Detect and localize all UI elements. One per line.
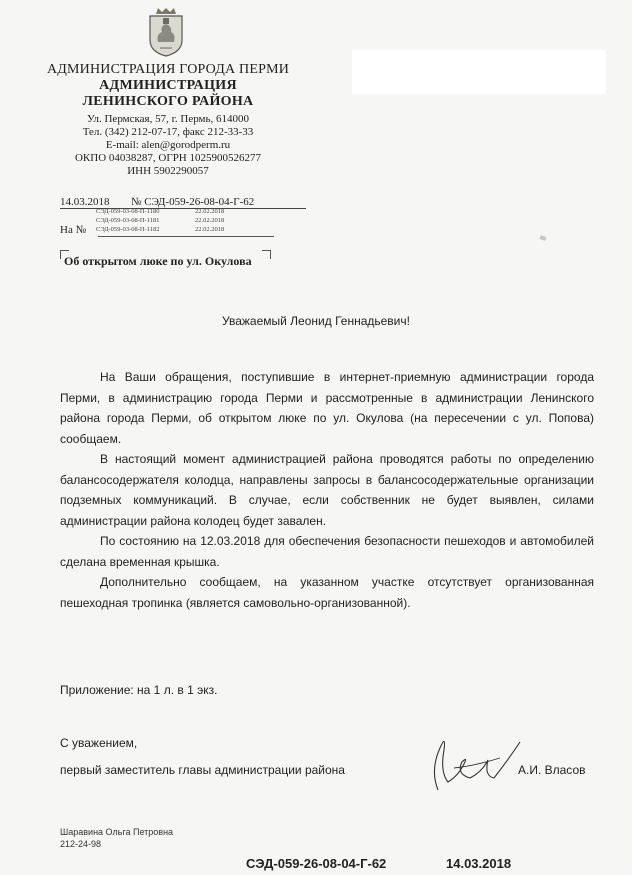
body-paragraph: В настоящий момент администрацией района проводятся работы по определению балансосодержателя колодца, направлены запросы в балансосодержательные организации подземных коммуникаций. В случае, если собственник не будет выявлен, силами администрации района колодец будет завален. [60,452,594,528]
body-paragraph: Дополнительно сообщаем, на указанном участке отсутствует организованная пешеходная тропинка (является самовольно-организованной). [60,575,594,610]
reference-row [60,217,300,226]
reference-row [60,226,300,235]
reference-date: 22.02.2018 [195,208,225,215]
closing-regards: С уважением, [60,736,138,750]
coat-of-arms-icon [146,6,186,58]
signature-image [424,720,534,800]
registration-date: 14.03.2018 [60,196,110,208]
footer-registration-date: 14.03.2018 [446,856,512,871]
org-phone: Тел. (342) 212-07-17, факс 212-33-33 [82,126,254,138]
footer-registration-number: СЭД-059-26-08-04-Г-62 [246,856,387,871]
reference-row [60,208,300,217]
greeting: Уважаемый Леонид Геннадьевич! [222,314,410,328]
signer-name: А.И. Власов [518,763,586,777]
signer-position: первый заместитель главы администрации района [60,763,345,777]
org-name-city: АДМИНИСТРАЦИЯ ГОРОДА ПЕРМИ [46,62,290,77]
org-name-line2: АДМИНИСТРАЦИЯ [99,78,237,93]
scan-speck [539,235,546,241]
org-email: E-mail: alen@gorodperm.ru [105,139,231,151]
reference-date: 22.02.2018 [195,226,225,233]
in-reply-to-underline [98,236,274,237]
body-paragraph: По состоянию на 12.03.2018 для обеспечения безопасности пешеходов и автомобилей сделана временная крышка. [60,534,594,569]
redacted-recipient-block [352,50,606,94]
executor-name: Шаравина Ольга Петровна [60,827,174,837]
letter-body [60,367,594,613]
org-inn: ИНН 5902290057 [127,165,209,177]
registration-number: № СЭД-059-26-08-04-Г-62 [131,196,255,208]
reference-number: СЭД-059-03-08-П-1181 [96,217,160,224]
letter-subject: Об открытом люке по ул. Окулова [64,254,252,268]
executor-info [60,826,173,850]
body-paragraph: На Ваши обращения, поступившие в интернет-приемную администрации города Перми, в администрацию города Перми и рассмотренные в администрации Ленинского района города Перми, об открытом люке по ул. Окулова (на пересечении с ул. Попова) сообщаем. [60,370,594,446]
reference-number: СЭД-059-03-08-П-1182 [96,226,160,233]
reference-number: СЭД-059-03-08-П-1180 [96,208,160,215]
org-okpo: ОКПО 04038287, ОГРН 1025900526277 [74,152,262,164]
reference-list [60,208,300,235]
org-name-district: ЛЕНИНСКОГО РАЙОНА [82,94,254,109]
org-address: Ул. Пермская, 57, г. Пермь, 614000 [86,113,250,125]
in-reply-to-label: На № [60,224,87,236]
reference-date: 22.02.2018 [195,217,225,224]
attachment-note: Приложение: на 1 л. в 1 экз. [60,683,218,697]
executor-phone: 212-24-98 [60,839,102,849]
